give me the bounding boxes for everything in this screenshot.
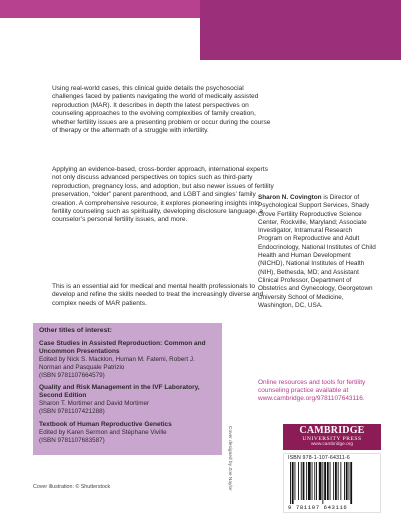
book-editors: Edited by Karen Sermon and Stéphane Viville [39,428,167,436]
other-title-item [39,384,216,416]
book-isbn: (ISBN 9781107421288) [39,408,105,416]
blurb-paragraph-3: This is an essential aid for medical and mental health professionals to develop and refine the skills needed to treat the increasingly diverse and complex needs of MAR patients. [52,283,264,307]
publisher-name: CAMBRIDGE [299,425,365,436]
other-titles-heading: Other titles of interest: [39,327,112,334]
book-title: Textbook of Human Reproductive Genetics [39,420,172,428]
barcode-digits: 9 781107 643116 [288,504,348,511]
barcode-bars [290,462,376,504]
publisher-logo [283,424,381,450]
cover-design-credit: Cover designed by Zoe Naylor [227,426,232,491]
online-resources-text: Online resources and tools for fertility counseling practice available at www.cambridge.org/9781107643116. [258,379,366,403]
book-editors: Sharon T. Mortimer and David Mortimer [39,400,150,408]
decorative-curve [0,0,401,70]
book-isbn: (ISBN 9781107683587) [39,436,105,444]
book-isbn: (ISBN 9781107664579) [39,371,105,379]
blurb-paragraph-1: Using real-world cases, this clinical guide details the psychosocial challenges faced by patients navigating the world of medically assisted reproduction (MAR). It describes in depth the latest perspectives on counseling approaches to the evolving complexities of family creation, whether fertility issues are a presenting problem or occur during the course of therapy or the aftermath of a struggle with infertility. [52,85,271,135]
book-title: Quality and Risk Management in the IVF Laboratory, Second Edition [39,384,200,400]
book-editors: Edited by Nick S. Macklon, Human M. Fatemi, Robert J. Norman and Pasquale Patrizio [39,356,195,371]
publisher-subtitle: UNIVERSITY PRESS [302,436,362,442]
blurb-paragraph-2: Applying an evidence-based, cross-border approach, international experts not only discuss advanced perspectives on topics such as third-party reproduction, pregnancy loss, and adoption, but also newer issues of fertility preservation, “older” parent parenthood, and LGBT and singles’ family creation. A comprehensive resource, it explores pioneering insights into fertility counseling such as spirituality, developing disclosure language, a counselor’s personal fertility issues, and more. [52,166,274,224]
author-name: Sharon N. Covington [258,194,322,201]
author-bio [258,194,376,310]
other-title-item [39,340,216,379]
cover-illustration-credit: Cover illustration: © Shutterstock [33,484,111,490]
author-description: is Director of Psychological Support Services, Shady Grove Fertility Reproductive Science Center, Rockville, Maryland; Associate Investigator, Intramural Research Program on Reproductive and Adult Endocrinology, National Institutes of Child Health and Human Development (NICHD), National Institutes of Health (NIH), Bethesda, MD; and Assistant Clinical Professor, Department of Obstetrics and Gynecology, Georgetown University School of Medicine, Washington, DC, USA. [258,194,376,309]
other-titles-box [33,323,222,455]
book-title: Case Studies in Assisted Reproduction: Common and Uncommon Presentations [39,340,206,355]
publisher-url: www.cambridge.org [310,442,354,447]
other-title-item [39,421,216,445]
isbn-barcode [283,453,381,513]
isbn-text: ISBN 978-1-107-64311-6 [288,455,350,461]
